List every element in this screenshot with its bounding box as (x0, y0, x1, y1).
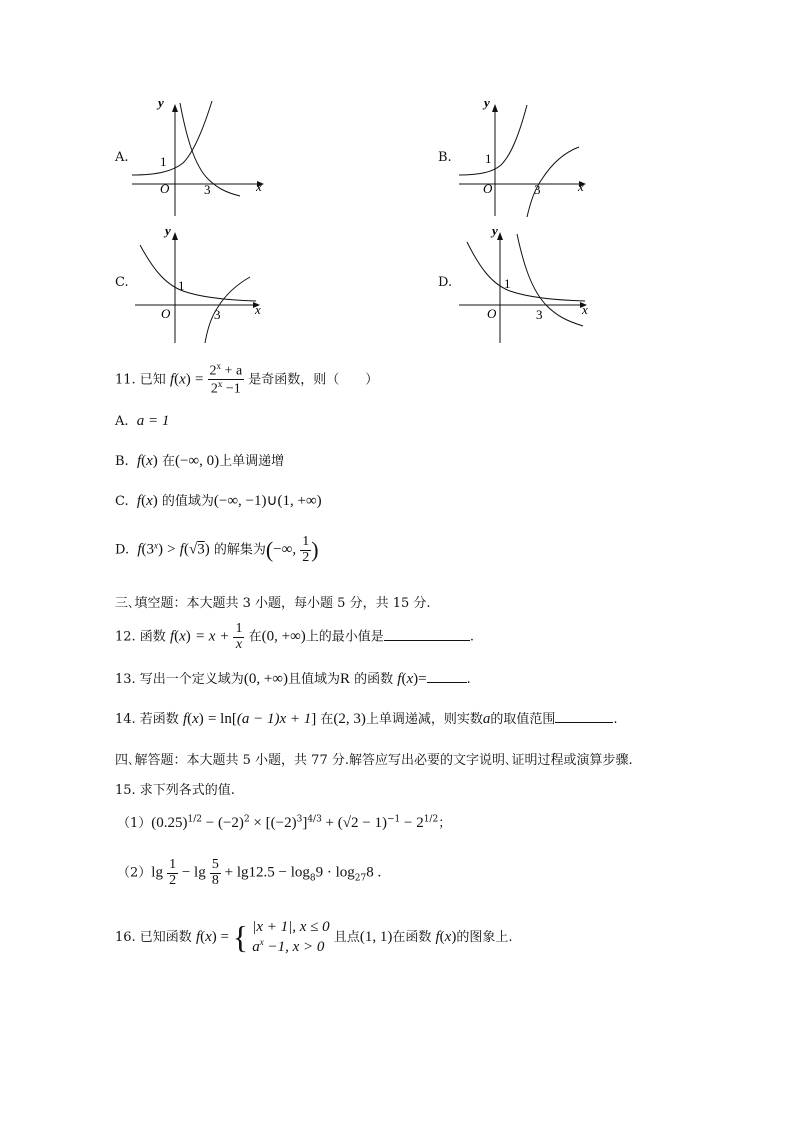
section-4-heading: 四､解答题：本大题共 5 小题，共 77 分.解答应写出必要的文字说明､证明过程或演算步骤. (115, 753, 633, 768)
option-d-label: D. (438, 275, 453, 290)
q12-answer-blank[interactable] (384, 626, 470, 641)
q11-option-d-mid: 的解集为 (213, 542, 266, 558)
graph-c-x: x (255, 302, 261, 317)
q11-option-d[interactable]: D. f(3$^x$) > f(√3) 的解集为(−∞, $\frac{1}{2}$ ) (115, 534, 319, 565)
graph-a-x: x (256, 179, 262, 194)
q11-fraction (208, 362, 245, 398)
question-13: 13. 写出一个定义域为(0, +∞)且值域为R 的函数 f(x)= . (115, 668, 471, 688)
graph-a-one: 1 (160, 154, 167, 169)
graph-d-three: 3 (536, 307, 543, 322)
q11-num-sup: x (216, 361, 222, 371)
q11-option-c-label: C. (115, 494, 129, 509)
q13-mid: 且值域为 (287, 672, 340, 687)
q14-answer-blank[interactable] (555, 708, 613, 723)
q14-tail2: 的取值范围 (490, 712, 556, 727)
q14-expr: = ln (207, 711, 232, 727)
q14-tail: 上单调递减，则实数 (365, 712, 483, 727)
question-12: 12. 函数 f(x) = x + $\frac{1}{x}$ 在(0, +∞)上的最小值是 . (115, 621, 474, 652)
q15-p2-label: （2） (117, 865, 152, 881)
graph-a-origin: O (160, 181, 170, 196)
question-14: 14. 若函数 f(x) = ln[(a − 1)x + 1] 在(2, 3)上单调递减，则实数a的取值范围 . (115, 708, 618, 728)
q11-option-c-interval1: −∞, −1 (218, 493, 262, 509)
graph-d-one: 1 (504, 276, 511, 291)
q12-frac: $\frac{1}{x}$ (235, 621, 243, 652)
graph-a-y: y (158, 95, 164, 110)
q15-part-2: （2）lg $\frac{1}{2}$ − lg $\frac{5}{8}$ + $\lg 12.5 - \log_89 \cdot \log_{27}8$ . (117, 857, 382, 888)
q11-option-b-mid: 在 (161, 454, 175, 469)
q16-cases: |x + 1|, x ≤ 0 $a^x -1$, x > 0 (252, 919, 330, 955)
question-11: 11. 已知 f(x) = $\frac{2^x + a}{2^x -1}$ 是奇函数，则（ ） (115, 361, 379, 397)
q11-option-b-label: B. (115, 454, 129, 469)
graph-d-y: y (492, 223, 498, 238)
q13-r: R (339, 671, 350, 687)
q11-den-sup: x (217, 379, 223, 390)
graph-b-y: y (484, 95, 490, 110)
q11-option-d-label: D. (115, 542, 130, 558)
q16-point: 1, 1 (364, 928, 388, 945)
graph-c-origin: O (161, 306, 171, 321)
q11-tail: 是奇函数，则（ ） (248, 372, 379, 388)
q11-lead: 11. 已知 (115, 372, 166, 388)
q11-den-base: 2 (210, 382, 218, 397)
q11-option-d-root: 3 (197, 541, 205, 558)
question-15-title: 15. 求下列各式的值. (115, 783, 235, 798)
q11-option-d-left: −∞, (273, 541, 297, 558)
q11-option-b[interactable]: B. f(x) 在(−∞, 0)上单调递增 (115, 453, 285, 469)
q11-x: x (179, 371, 186, 388)
graph-c-y: y (165, 223, 171, 238)
q12-tail: 上的最小值是 (305, 629, 384, 645)
graph-b-origin: O (483, 181, 493, 196)
graph-c-one: 1 (178, 278, 185, 293)
q11-option-d-frac: $\frac{1}{2}$ (302, 534, 310, 565)
q16-case1: |x + 1|, x ≤ 0 (252, 919, 330, 935)
q11-den-rest: −1 (222, 382, 241, 397)
graph-b-three: 3 (534, 182, 541, 197)
q11-option-d-gt: > (167, 541, 176, 558)
graph-a (128, 95, 278, 220)
q16-lead: 16. 已知函数 (115, 929, 192, 945)
q14-mid: 在 (320, 712, 334, 727)
graph-b-one: 1 (485, 151, 492, 166)
q11-eq: = (194, 371, 204, 388)
graph-d-origin: O (487, 306, 497, 321)
graph-b (455, 95, 605, 220)
q13-interval: 0, +∞ (248, 671, 283, 687)
question-16: 16. 已知函数 f(x) = { |x + 1|, x ≤ 0 $a^x -1$, x > 0 且点(1, 1)在函数 f(x)的图象上. (115, 918, 513, 955)
q14-inner: (a − 1)x + 1 (236, 711, 312, 727)
option-c-label: C. (115, 275, 129, 290)
q11-option-a-expr: a = 1 (136, 413, 170, 429)
q11-option-b-interval: −∞, 0 (179, 453, 215, 469)
q11-option-b-tail: 上单调递增 (219, 454, 285, 469)
q11-option-c-interval2: 1, +∞ (282, 493, 317, 509)
q16-mid2: 在函数 (392, 929, 432, 945)
q11-num-rest: + a (221, 363, 243, 379)
q11-f: f (169, 371, 175, 388)
graph-d-x: x (582, 302, 588, 317)
q14-lead: 14. 若函数 (115, 712, 179, 727)
section-3-heading: 三､填空题：本大题共 3 小题，每小题 5 分，共 15 分. (115, 596, 431, 611)
q12-expr: = x + (194, 628, 230, 645)
q11-option-a[interactable] (115, 413, 169, 430)
graph-a-three: 3 (204, 182, 211, 197)
q14-interval: 2, 3 (338, 711, 361, 727)
q13-mid2: 的函数 (354, 672, 394, 687)
option-b-label: B. (438, 150, 452, 165)
graph-b-x: x (578, 179, 584, 194)
q16-tail: 的图象上. (456, 929, 513, 945)
q12-lead: 12. 函数 (115, 629, 166, 645)
graph-c-three: 3 (214, 307, 221, 322)
q11-option-c-cup: ∪ (266, 493, 278, 509)
q16-mid: 且点 (333, 929, 360, 945)
q12-interval: 0, +∞ (266, 628, 301, 645)
graph-d (455, 222, 605, 347)
q11-num-base: 2 (209, 363, 217, 379)
q11-option-c-mid: 的值域为 (161, 494, 214, 509)
q13-answer-blank[interactable] (427, 668, 467, 683)
q11-option-c[interactable]: C. f(x) 的值域为(−∞, −1)∪(1, +∞) (115, 493, 322, 509)
q15-p1-label: （1） (117, 816, 152, 831)
q15-part-1: $(1)(0.25)^{1/2} - (-2)^2 \times [(-2)^3]^{4/3} + (√2 - 1)^{-1} - 2^{1/2}$； (117, 814, 452, 831)
option-a-label: A. (115, 150, 129, 165)
q13-lead: 13. 写出一个定义域为 (115, 672, 244, 687)
q12-mid: 在 (248, 629, 262, 645)
q11-option-a-label: A. (115, 414, 129, 429)
q11-option-d-base: 3 (146, 541, 155, 558)
graph-c (128, 222, 278, 347)
